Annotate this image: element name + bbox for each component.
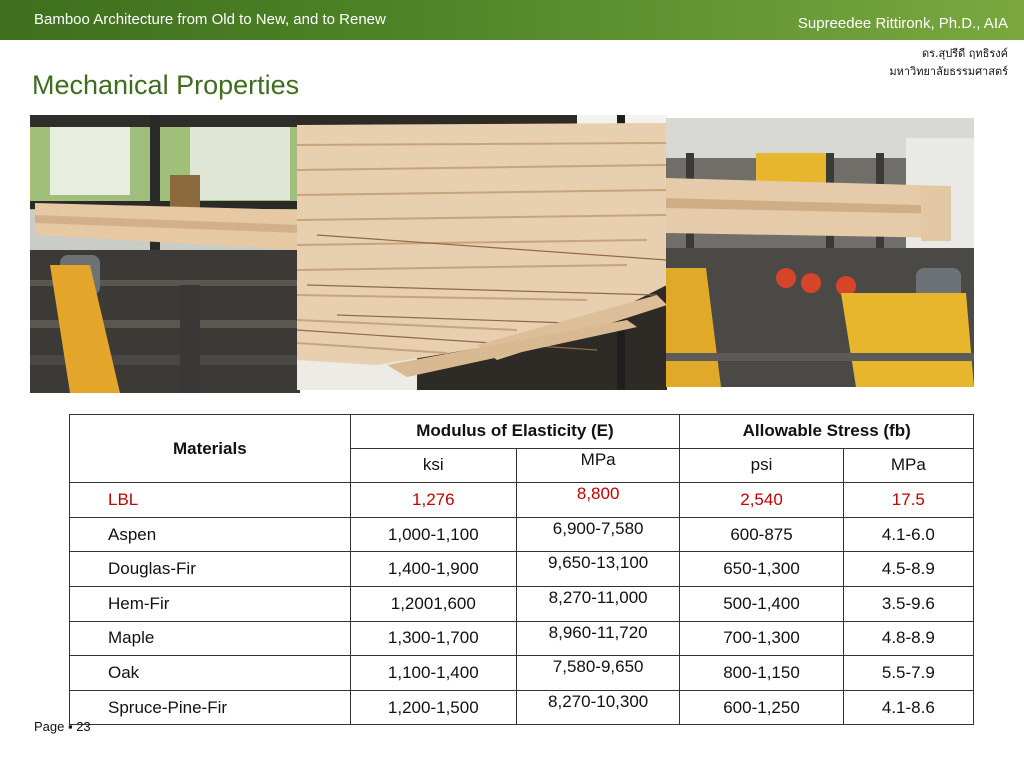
university-thai: มหาวิทยาลัยธรรมศาสตร์ <box>889 65 1008 78</box>
material-cell: Aspen <box>70 517 351 552</box>
material-cell: Oak <box>70 656 351 691</box>
ksi-cell: 1,2001,600 <box>350 586 516 621</box>
mpa-e-cell: 6,900-7,580 <box>516 517 679 552</box>
mpa-e-cell: 8,960-11,720 <box>516 621 679 656</box>
table-row <box>70 586 974 621</box>
ksi-cell: 1,300-1,700 <box>350 621 516 656</box>
table-row <box>70 517 974 552</box>
mpa-e-cell: 8,270-10,300 <box>516 690 679 725</box>
psi-cell: 600-1,250 <box>680 690 843 725</box>
unit-psi-header: psi <box>680 448 843 483</box>
mpa-fb-cell: 3.5-9.6 <box>843 586 973 621</box>
mpa-fb-cell: 4.1-6.0 <box>843 517 973 552</box>
mpa-e-cell: 8,270-11,000 <box>516 586 679 621</box>
mechanical-properties-table <box>69 414 974 725</box>
psi-cell: 2,540 <box>680 483 843 518</box>
author-name: Supreedee Rittironk, Ph.D., AIA <box>797 15 1008 32</box>
material-cell: Hem-Fir <box>70 586 351 621</box>
table-row <box>70 552 974 587</box>
slide-title: Mechanical Properties <box>32 70 300 100</box>
material-cell: Douglas-Fir <box>70 552 351 587</box>
test-photo-fracture-closeup <box>297 115 667 390</box>
ksi-cell: 1,000-1,100 <box>350 517 516 552</box>
material-cell: Maple <box>70 621 351 656</box>
modulus-header: Modulus of Elasticity (E) <box>350 415 680 449</box>
mpa-fb-cell: 4.1-8.6 <box>843 690 973 725</box>
test-photo-machine <box>666 118 974 387</box>
table-row <box>70 690 974 725</box>
ksi-cell: 1,400-1,900 <box>350 552 516 587</box>
ksi-cell: 1,100-1,400 <box>350 656 516 691</box>
mpa-fb-cell: 4.8-8.9 <box>843 621 973 656</box>
unit-mpa-e-header: MPa <box>516 448 679 483</box>
mpa-fb-cell: 17.5 <box>843 483 973 518</box>
material-cell: Spruce-Pine-Fir <box>70 690 351 725</box>
materials-header: Materials <box>70 415 351 483</box>
allowable-stress-header: Allowable Stress (fb) <box>680 415 974 449</box>
unit-mpa-fb-header: MPa <box>843 448 973 483</box>
table-row <box>70 483 974 518</box>
psi-cell: 500-1,400 <box>680 586 843 621</box>
mpa-fb-cell: 4.5-8.9 <box>843 552 973 587</box>
deck-title: Bamboo Architecture from Old to New, and to Renew <box>34 11 386 28</box>
ksi-cell: 1,276 <box>350 483 516 518</box>
mpa-e-cell: 9,650-13,100 <box>516 552 679 587</box>
test-photo-bending <box>30 115 300 393</box>
mpa-fb-cell: 5.5-7.9 <box>843 656 973 691</box>
mpa-e-cell: 8,800 <box>516 483 679 518</box>
author-thai: ดร.สุปรีดี ฤทธิรงค์ <box>921 47 1008 60</box>
table-row <box>70 621 974 656</box>
material-cell: LBL <box>70 483 351 518</box>
psi-cell: 700-1,300 <box>680 621 843 656</box>
header-bar <box>0 0 1024 40</box>
page-number: Page ▪ 23 <box>34 719 91 734</box>
psi-cell: 650-1,300 <box>680 552 843 587</box>
unit-ksi-header: ksi <box>350 448 516 483</box>
mpa-e-cell: 7,580-9,650 <box>516 656 679 691</box>
table-row <box>70 656 974 691</box>
psi-cell: 800-1,150 <box>680 656 843 691</box>
psi-cell: 600-875 <box>680 517 843 552</box>
ksi-cell: 1,200-1,500 <box>350 690 516 725</box>
